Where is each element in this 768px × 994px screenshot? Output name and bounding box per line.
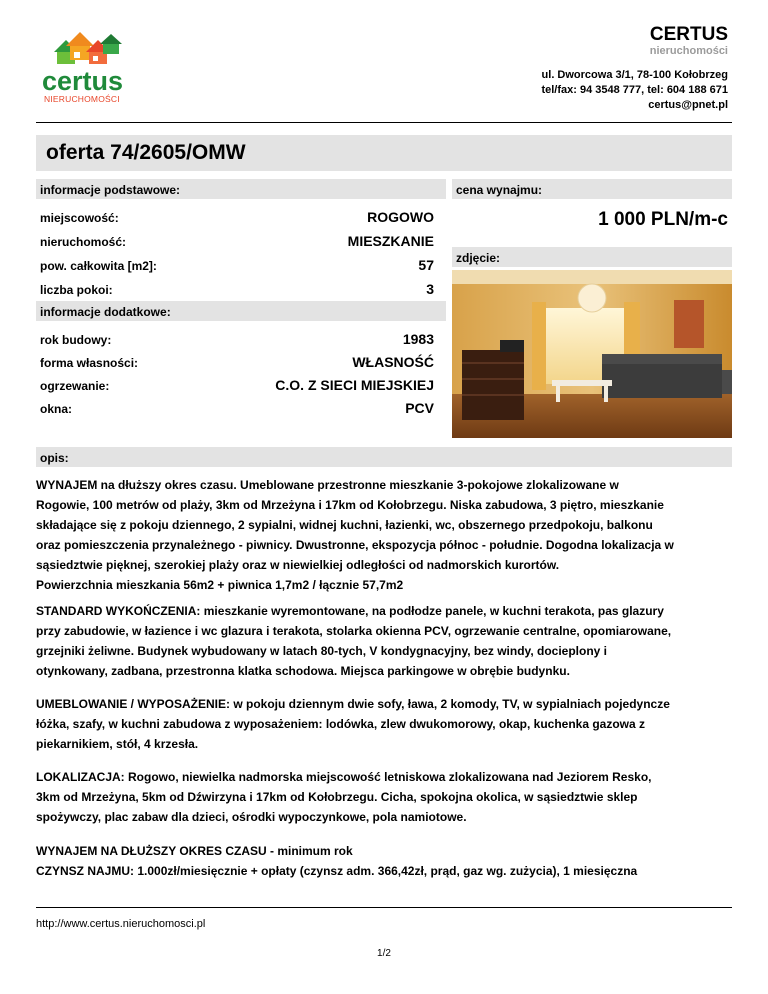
description-line: sąsiedztwie pięknej, szerokiej plaży oraz w niewielkiej odległości od nadmorskich kurortów.	[36, 558, 560, 572]
heating-value: C.O. Z SIECI MIEJSKIEJ	[275, 377, 434, 393]
footer-url-link[interactable]: http://www.certus.nieruchomosci.pl	[36, 918, 206, 930]
footer-divider	[36, 907, 732, 908]
description-line: przy zabudowie, w łazience i wc glazura i terakota, stolarka okienna PCV, ogrzewanie centralne, opomiarowane,	[36, 624, 672, 638]
description-line: Rogowie, 100 metrów od plaży, 3km od Mrzeżyna i 17km od Kołobrzegu. Niska zabudowa, 3 piętro, mieszkanie	[36, 498, 664, 512]
area-label: pow. całkowita [m2]:	[40, 259, 157, 273]
description-paragraph-1	[36, 475, 732, 595]
description-header: opis:	[40, 451, 69, 465]
heating-label: ogrzewanie:	[40, 379, 110, 393]
price-value: 1 000 PLN/m-c	[598, 209, 728, 230]
description-paragraph-3	[36, 694, 732, 754]
windows-label: okna:	[40, 402, 73, 416]
description-line: WYNAJEM NA DŁUŻSZY OKRES CZASU - minimum rok	[36, 844, 353, 858]
locality-label: miejscowość:	[40, 211, 119, 225]
description-line: grzejniki żeliwne. Budynek wybudowany w latach 80-tych, V kondygnacyjny, bez windy, docieplony i	[36, 644, 608, 658]
company-contact	[541, 68, 728, 113]
description-line: CZYNSZ NAJMU: 1.000zł/miesięcznie + opłaty (czynsz adm. 366,42zł, prąd, gaz wg. zużycia), 1 miesięczna	[36, 864, 638, 878]
ownership-value: WŁASNOŚĆ	[352, 354, 434, 370]
description-header-bar	[36, 447, 732, 467]
property-type-value: MIESZKANIE	[347, 233, 434, 249]
photo-header: zdjęcie:	[456, 251, 501, 265]
description-line: UMEBLOWANIE / WYPOSAŻENIE: w pokoju dziennym dwie sofy, ława, 2 komody, TV, w sypialniach pojedyncze	[36, 697, 670, 711]
description-line: łóżka, szafy, w kuchni zabudowa z wyposażeniem: lodówka, zlew dwukomorowy, okap, kuchenka gazowa z	[36, 717, 646, 731]
description-line: LOKALIZACJA: Rogowo, niewielka nadmorska miejscowość letniskowa zlokalizowana nad Jeziorem Resko,	[36, 770, 652, 784]
description-paragraph-5	[36, 841, 732, 881]
company-subtitle: nieruchomości	[649, 45, 728, 57]
logo-word: certus	[42, 66, 124, 96]
basic-info-header: informacje podstawowe:	[40, 183, 181, 197]
ownership-label: forma własności:	[40, 356, 139, 370]
company-name: CERTUS	[649, 24, 728, 45]
company-address: ul. Dworcowa 3/1, 78-100 Kołobrzeg	[541, 69, 728, 81]
description-paragraph-2	[36, 601, 732, 681]
company-logo	[36, 24, 136, 108]
living-room-photo-icon	[452, 270, 732, 438]
description-line: otynkowany, zadbana, przestronna klatka schodowa. Miejsca parkingowe w obrębie budynku.	[36, 664, 570, 678]
price-header: cena wynajmu:	[456, 183, 543, 197]
locality-value: ROGOWO	[367, 209, 434, 225]
description-line: oraz pomieszczenia przynależnego - piwnicy. Dwustronne, ekspozycja północ - południe. Dogodna lokalizacja w	[36, 538, 674, 552]
property-type-label: nieruchomość:	[40, 235, 127, 249]
area-value: 57	[418, 257, 434, 273]
description-line: STANDARD WYKOŃCZENIA: mieszkanie wyremontowane, na podłodze panele, w kuchni terakota, pas glazury	[36, 604, 664, 618]
description-line: Powierzchnia mieszkania 56m2 + piwnica 1,7m2 / łącznie 57,7m2	[36, 578, 404, 592]
description-line: spożywczy, plac zabaw dla dzieci, ośrodki wypoczynkowe, pola namiotowe.	[36, 810, 467, 824]
header-divider	[36, 122, 732, 123]
page-number: 1/2	[377, 948, 391, 959]
description-line: piekarnikiem, stół, 4 krzesła.	[36, 737, 199, 751]
company-phones: tel/fax: 94 3548 777, tel: 604 188 671	[541, 84, 728, 96]
description-line: składające się z pokoju dziennego, 2 sypialni, widnej kuchni, łazienki, wc, obszernego przedpokoju, balkonu	[36, 518, 653, 532]
apartment-photo[interactable]	[452, 270, 732, 438]
offer-title: oferta 74/2605/OMW	[46, 141, 246, 164]
windows-value: PCV	[405, 400, 434, 416]
rooms-label: liczba pokoi:	[40, 283, 113, 297]
build-year-value: 1983	[402, 331, 434, 347]
build-year-label: rok budowy:	[40, 333, 112, 347]
extra-info-header: informacje dodatkowe:	[40, 305, 171, 319]
description-paragraph-4	[36, 767, 732, 827]
company-email[interactable]: certus@pnet.pl	[648, 99, 728, 111]
description-line: 3km od Mrzeżyna, 5km od Dźwirzyna i 17km od Kołobrzegu. Cicha, spokojna okolica, w sąsiedztwie sklep	[36, 790, 638, 804]
description-line: WYNAJEM na dłuższy okres czasu. Umeblowane przestronne mieszkanie 3-pokojowe zlokalizowane w	[36, 478, 619, 492]
rooms-value: 3	[426, 281, 434, 297]
logo-subtitle: NIERUCHOMOŚCI	[44, 94, 120, 104]
